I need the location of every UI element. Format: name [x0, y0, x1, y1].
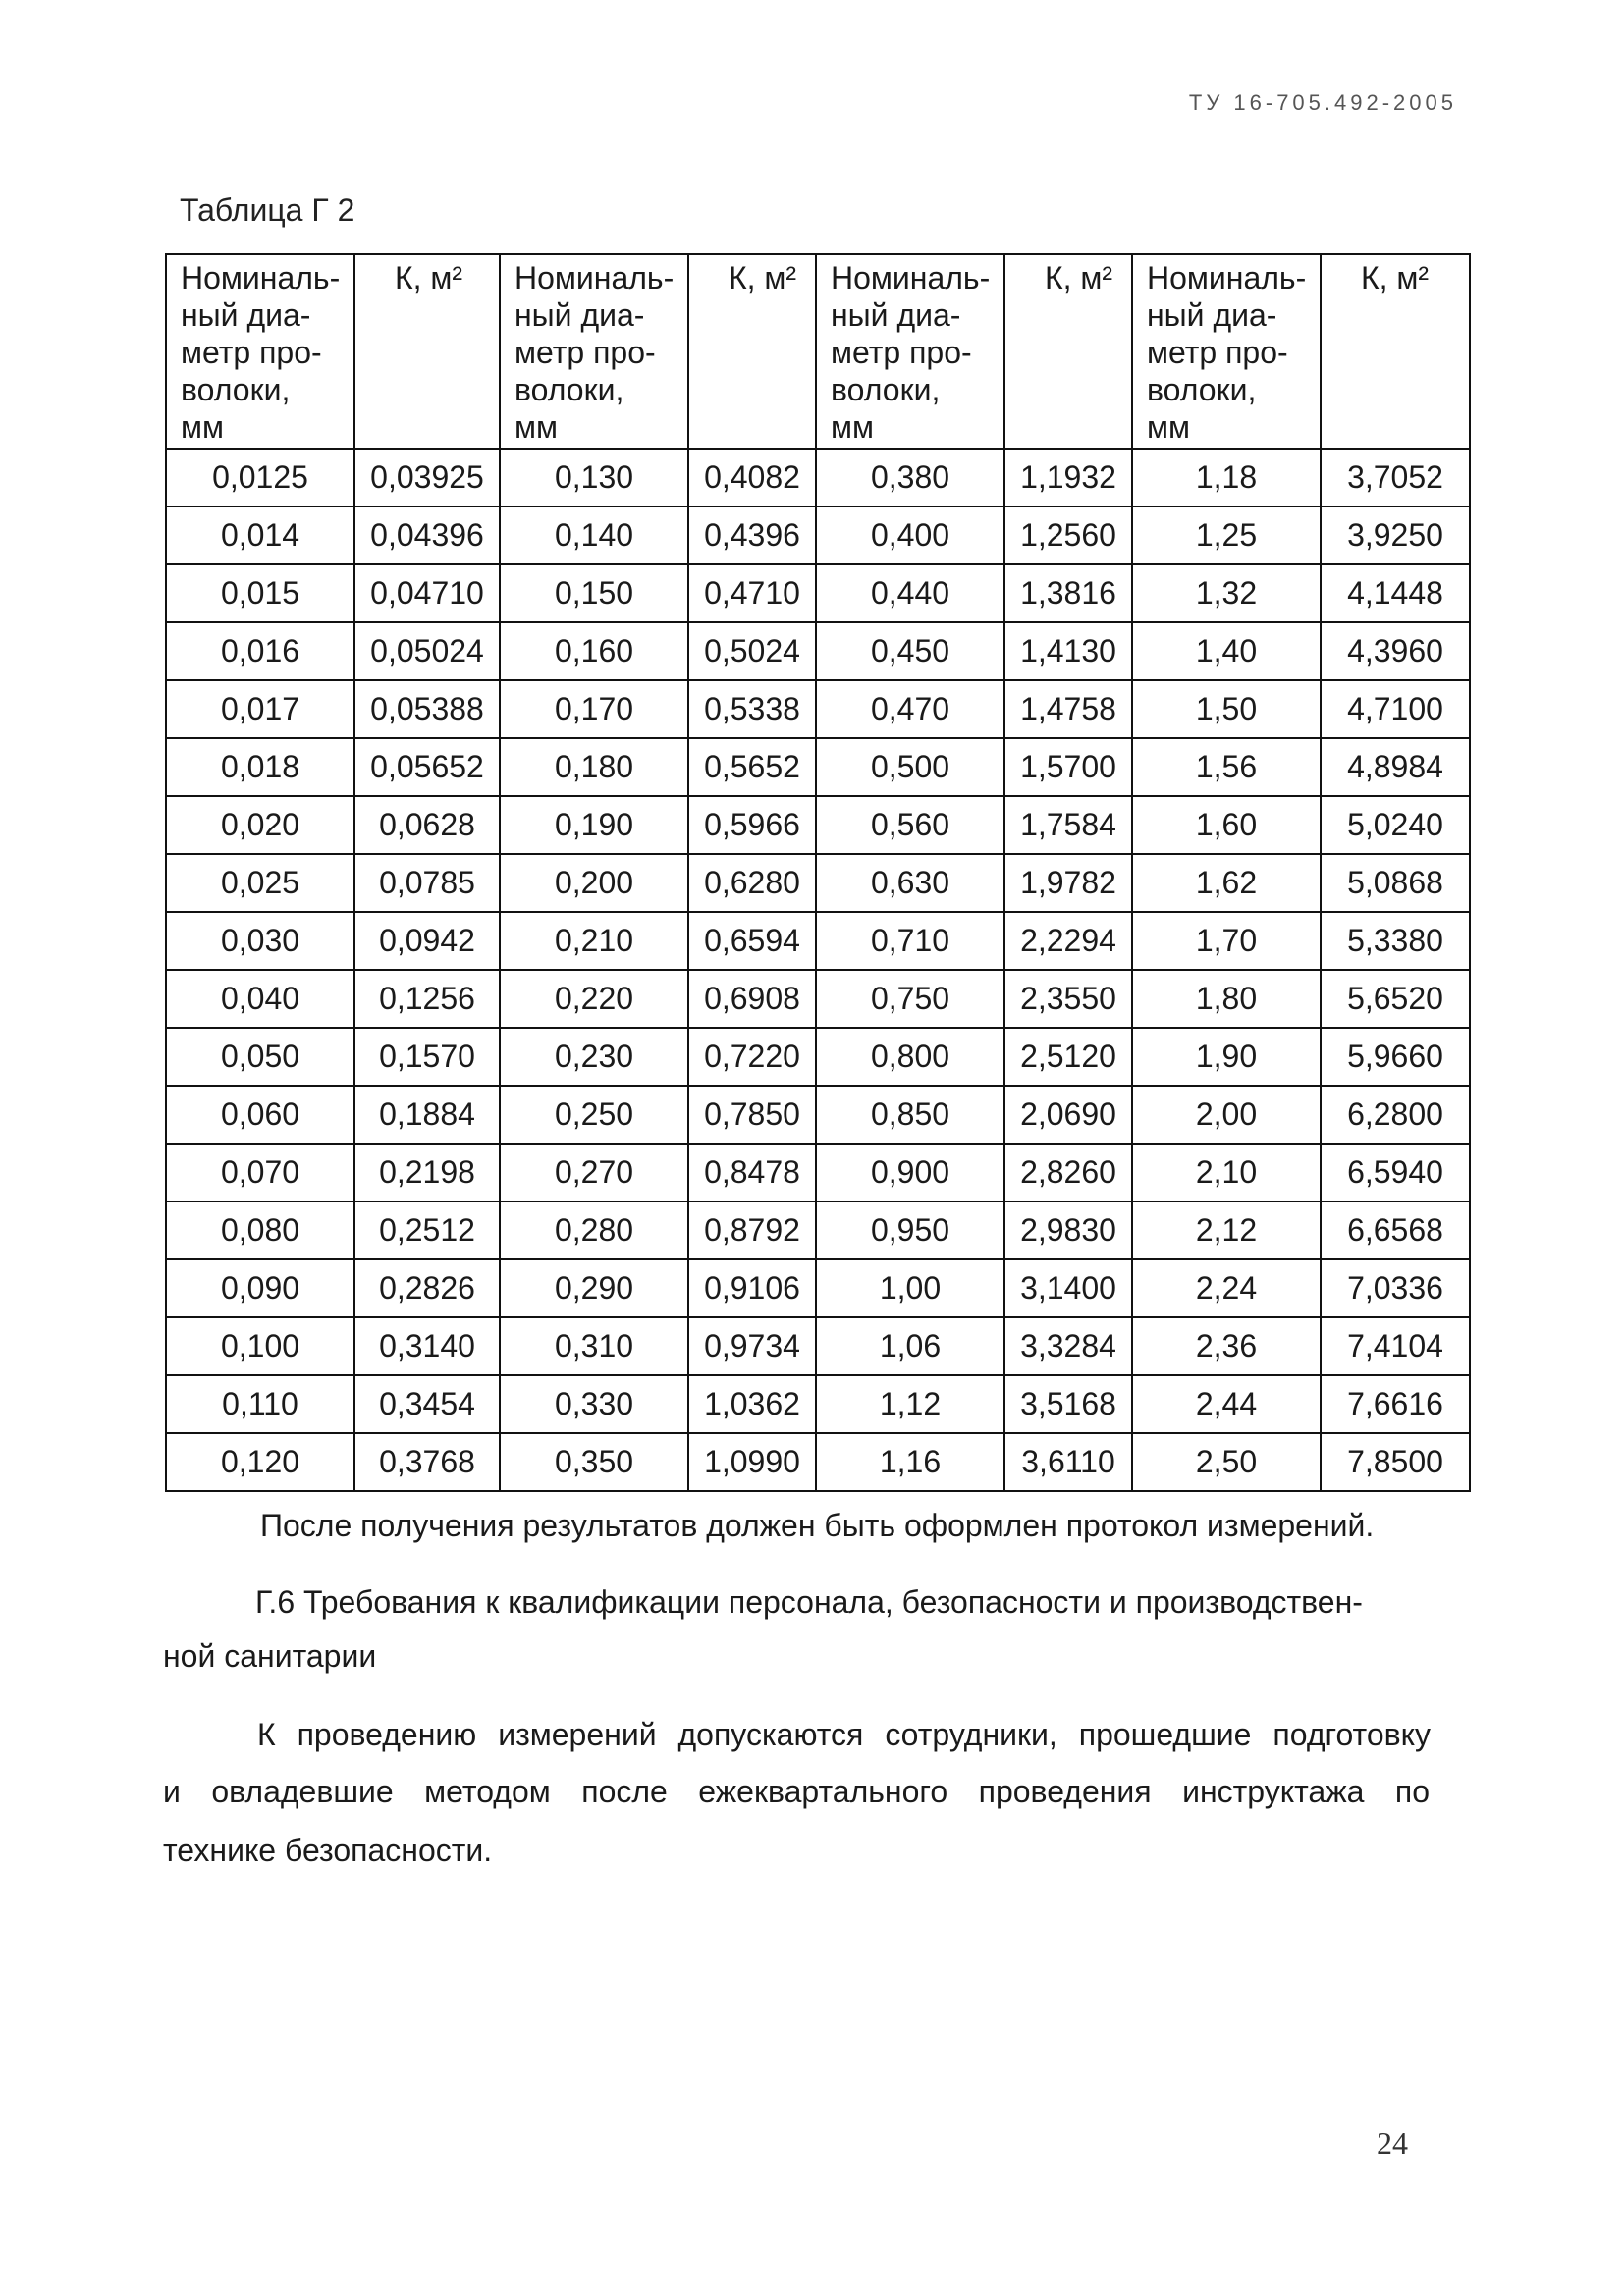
- cell-diameter: 2,50: [1132, 1433, 1321, 1491]
- table-row: [166, 854, 1470, 912]
- cell-k: 6,2800: [1321, 1086, 1470, 1144]
- cell-diameter: 1,40: [1132, 622, 1321, 680]
- cell-diameter: 1,16: [816, 1433, 1004, 1491]
- cell-diameter: 0,630: [816, 854, 1004, 912]
- table-row: [166, 680, 1470, 738]
- cell-diameter: 2,24: [1132, 1259, 1321, 1317]
- cell-diameter: 0,200: [500, 854, 688, 912]
- cell-k: 0,9106: [688, 1259, 816, 1317]
- cell-diameter: 1,00: [816, 1259, 1004, 1317]
- cell-k: 1,1932: [1004, 449, 1132, 507]
- table-row: [166, 738, 1470, 796]
- cell-diameter: 0,090: [166, 1259, 354, 1317]
- cell-k: 0,4710: [688, 564, 816, 622]
- header-diameter: Номиналь- ный диа- метр про- волоки, мм: [1132, 254, 1321, 449]
- cell-diameter: 0,130: [500, 449, 688, 507]
- cell-k: 0,0942: [354, 912, 500, 970]
- section-heading-line-2: ной санитарии: [163, 1638, 377, 1674]
- cell-k: 0,6908: [688, 970, 816, 1028]
- cell-k: 3,7052: [1321, 449, 1470, 507]
- header-k: К, м²: [1321, 254, 1470, 449]
- cell-k: 0,5338: [688, 680, 816, 738]
- table-row: [166, 1259, 1470, 1317]
- cell-diameter: 0,110: [166, 1375, 354, 1433]
- cell-k: 0,1884: [354, 1086, 500, 1144]
- cell-diameter: 0,190: [500, 796, 688, 854]
- cell-diameter: 0,040: [166, 970, 354, 1028]
- cell-k: 4,3960: [1321, 622, 1470, 680]
- cell-k: 1,4130: [1004, 622, 1132, 680]
- cell-diameter: 0,270: [500, 1144, 688, 1201]
- cell-k: 5,0240: [1321, 796, 1470, 854]
- cell-diameter: 0,150: [500, 564, 688, 622]
- cell-diameter: 0,015: [166, 564, 354, 622]
- cell-k: 7,6616: [1321, 1375, 1470, 1433]
- cell-k: 0,7220: [688, 1028, 816, 1086]
- cell-diameter: 1,90: [1132, 1028, 1321, 1086]
- cell-k: 0,05652: [354, 738, 500, 796]
- table-row: [166, 796, 1470, 854]
- cell-diameter: 1,50: [1132, 680, 1321, 738]
- cell-diameter: 0,017: [166, 680, 354, 738]
- cell-k: 0,8478: [688, 1144, 816, 1201]
- cell-k: 0,4082: [688, 449, 816, 507]
- table-row: [166, 1086, 1470, 1144]
- cell-k: 5,6520: [1321, 970, 1470, 1028]
- admission-paragraph-line-2: и овладевшие методом после ежеквартального проведения инструктажа по: [163, 1774, 1430, 1809]
- cell-k: 3,6110: [1004, 1433, 1132, 1491]
- cell-k: 6,5940: [1321, 1144, 1470, 1201]
- cell-diameter: 1,62: [1132, 854, 1321, 912]
- cell-k: 7,8500: [1321, 1433, 1470, 1491]
- page-number: 24: [1377, 2125, 1408, 2161]
- cell-k: 0,5024: [688, 622, 816, 680]
- cell-k: 1,4758: [1004, 680, 1132, 738]
- cell-k: 0,7850: [688, 1086, 816, 1144]
- cell-k: 4,7100: [1321, 680, 1470, 738]
- table-row: [166, 564, 1470, 622]
- cell-diameter: 0,050: [166, 1028, 354, 1086]
- cell-diameter: 0,350: [500, 1433, 688, 1491]
- table-row: [166, 1201, 1470, 1259]
- cell-diameter: 0,500: [816, 738, 1004, 796]
- cell-k: 0,2512: [354, 1201, 500, 1259]
- cell-k: 0,6280: [688, 854, 816, 912]
- cell-k: 0,4396: [688, 507, 816, 564]
- cell-k: 0,3454: [354, 1375, 500, 1433]
- header-diameter: Номиналь- ный диа- метр про- волоки, мм: [500, 254, 688, 449]
- wire-diameter-table: [165, 253, 1471, 1492]
- cell-k: 3,5168: [1004, 1375, 1132, 1433]
- cell-k: 4,8984: [1321, 738, 1470, 796]
- cell-k: 4,1448: [1321, 564, 1470, 622]
- cell-k: 5,3380: [1321, 912, 1470, 970]
- document-code: ТУ 16-705.492-2005: [1188, 90, 1457, 115]
- cell-diameter: 0,170: [500, 680, 688, 738]
- table-row: [166, 1144, 1470, 1201]
- cell-k: 1,5700: [1004, 738, 1132, 796]
- cell-k: 1,0362: [688, 1375, 816, 1433]
- cell-diameter: 0,750: [816, 970, 1004, 1028]
- cell-k: 0,6594: [688, 912, 816, 970]
- cell-k: 0,8792: [688, 1201, 816, 1259]
- cell-diameter: 0,210: [500, 912, 688, 970]
- cell-diameter: 0,310: [500, 1317, 688, 1375]
- cell-diameter: 0,450: [816, 622, 1004, 680]
- cell-diameter: 0,014: [166, 507, 354, 564]
- cell-diameter: 0,380: [816, 449, 1004, 507]
- header-k: К, м²: [354, 254, 500, 449]
- cell-diameter: 0,020: [166, 796, 354, 854]
- cell-diameter: 0,025: [166, 854, 354, 912]
- cell-diameter: 0,080: [166, 1201, 354, 1259]
- cell-k: 1,7584: [1004, 796, 1132, 854]
- cell-diameter: 0,280: [500, 1201, 688, 1259]
- cell-k: 0,1570: [354, 1028, 500, 1086]
- table-header-row: [166, 254, 1470, 449]
- cell-diameter: 0,120: [166, 1433, 354, 1491]
- cell-k: 6,6568: [1321, 1201, 1470, 1259]
- table-row: [166, 622, 1470, 680]
- cell-diameter: 1,12: [816, 1375, 1004, 1433]
- cell-k: 3,9250: [1321, 507, 1470, 564]
- cell-diameter: 2,44: [1132, 1375, 1321, 1433]
- cell-diameter: 2,12: [1132, 1201, 1321, 1259]
- cell-diameter: 0,070: [166, 1144, 354, 1201]
- cell-k: 1,0990: [688, 1433, 816, 1491]
- table-row: [166, 1433, 1470, 1491]
- cell-diameter: 1,56: [1132, 738, 1321, 796]
- cell-diameter: 0,800: [816, 1028, 1004, 1086]
- header-diameter: Номиналь- ный диа- метр про- волоки, мм: [816, 254, 1004, 449]
- cell-k: 1,2560: [1004, 507, 1132, 564]
- cell-k: 0,3140: [354, 1317, 500, 1375]
- cell-diameter: 0,100: [166, 1317, 354, 1375]
- cell-k: 0,3768: [354, 1433, 500, 1491]
- cell-diameter: 0,440: [816, 564, 1004, 622]
- table-caption: Таблица Г 2: [180, 192, 355, 228]
- cell-k: 0,0628: [354, 796, 500, 854]
- cell-k: 0,03925: [354, 449, 500, 507]
- cell-k: 1,3816: [1004, 564, 1132, 622]
- cell-k: 2,8260: [1004, 1144, 1132, 1201]
- cell-diameter: 0,160: [500, 622, 688, 680]
- cell-diameter: 1,60: [1132, 796, 1321, 854]
- cell-k: 2,9830: [1004, 1201, 1132, 1259]
- cell-diameter: 0,180: [500, 738, 688, 796]
- cell-diameter: 0,250: [500, 1086, 688, 1144]
- cell-diameter: 0,470: [816, 680, 1004, 738]
- cell-k: 5,9660: [1321, 1028, 1470, 1086]
- cell-diameter: 2,10: [1132, 1144, 1321, 1201]
- cell-k: 2,3550: [1004, 970, 1132, 1028]
- section-heading-line-1: Г.6 Требования к квалификации персонала, безопасности и производствен-: [255, 1584, 1363, 1620]
- cell-k: 2,2294: [1004, 912, 1132, 970]
- cell-diameter: 2,36: [1132, 1317, 1321, 1375]
- cell-diameter: 0,016: [166, 622, 354, 680]
- cell-diameter: 1,18: [1132, 449, 1321, 507]
- cell-diameter: 0,950: [816, 1201, 1004, 1259]
- table-row: [166, 1375, 1470, 1433]
- table-row: [166, 1028, 1470, 1086]
- admission-paragraph-line-1: К проведению измерений допускаются сотрудники, прошедшие подготовку: [257, 1717, 1431, 1752]
- cell-diameter: 0,230: [500, 1028, 688, 1086]
- cell-diameter: 0,140: [500, 507, 688, 564]
- cell-diameter: 0,290: [500, 1259, 688, 1317]
- cell-k: 0,04710: [354, 564, 500, 622]
- cell-k: 3,3284: [1004, 1317, 1132, 1375]
- cell-diameter: 0,330: [500, 1375, 688, 1433]
- cell-diameter: 1,70: [1132, 912, 1321, 970]
- cell-diameter: 1,06: [816, 1317, 1004, 1375]
- cell-diameter: 2,00: [1132, 1086, 1321, 1144]
- cell-k: 0,2826: [354, 1259, 500, 1317]
- cell-k: 0,1256: [354, 970, 500, 1028]
- cell-k: 7,4104: [1321, 1317, 1470, 1375]
- cell-diameter: 0,400: [816, 507, 1004, 564]
- cell-k: 5,0868: [1321, 854, 1470, 912]
- cell-diameter: 1,25: [1132, 507, 1321, 564]
- cell-diameter: 0,560: [816, 796, 1004, 854]
- protocol-paragraph: После получения результатов должен быть оформлен протокол измерений.: [260, 1508, 1375, 1543]
- cell-k: 0,04396: [354, 507, 500, 564]
- cell-diameter: 0,060: [166, 1086, 354, 1144]
- cell-diameter: 0,900: [816, 1144, 1004, 1201]
- admission-paragraph-line-3: технике безопасности.: [163, 1833, 493, 1868]
- cell-diameter: 1,32: [1132, 564, 1321, 622]
- cell-k: 0,2198: [354, 1144, 500, 1201]
- header-k: К, м²: [688, 254, 816, 449]
- header-k: К, м²: [1004, 254, 1132, 449]
- table-row: [166, 1317, 1470, 1375]
- cell-k: 0,9734: [688, 1317, 816, 1375]
- cell-k: 7,0336: [1321, 1259, 1470, 1317]
- cell-diameter: 0,018: [166, 738, 354, 796]
- table-row: [166, 912, 1470, 970]
- cell-k: 3,1400: [1004, 1259, 1132, 1317]
- cell-diameter: 0,030: [166, 912, 354, 970]
- cell-k: 0,0785: [354, 854, 500, 912]
- table-body: [166, 449, 1470, 1491]
- cell-k: 1,9782: [1004, 854, 1132, 912]
- cell-diameter: 0,710: [816, 912, 1004, 970]
- cell-k: 0,5652: [688, 738, 816, 796]
- cell-k: 2,0690: [1004, 1086, 1132, 1144]
- cell-diameter: 0,850: [816, 1086, 1004, 1144]
- cell-k: 0,05388: [354, 680, 500, 738]
- table-row: [166, 970, 1470, 1028]
- table-row: [166, 507, 1470, 564]
- cell-k: 0,05024: [354, 622, 500, 680]
- cell-k: 2,5120: [1004, 1028, 1132, 1086]
- cell-diameter: 1,80: [1132, 970, 1321, 1028]
- cell-k: 0,5966: [688, 796, 816, 854]
- cell-diameter: 0,0125: [166, 449, 354, 507]
- header-diameter: Номиналь- ный диа- метр про- волоки, мм: [166, 254, 354, 449]
- cell-diameter: 0,220: [500, 970, 688, 1028]
- table-row: [166, 449, 1470, 507]
